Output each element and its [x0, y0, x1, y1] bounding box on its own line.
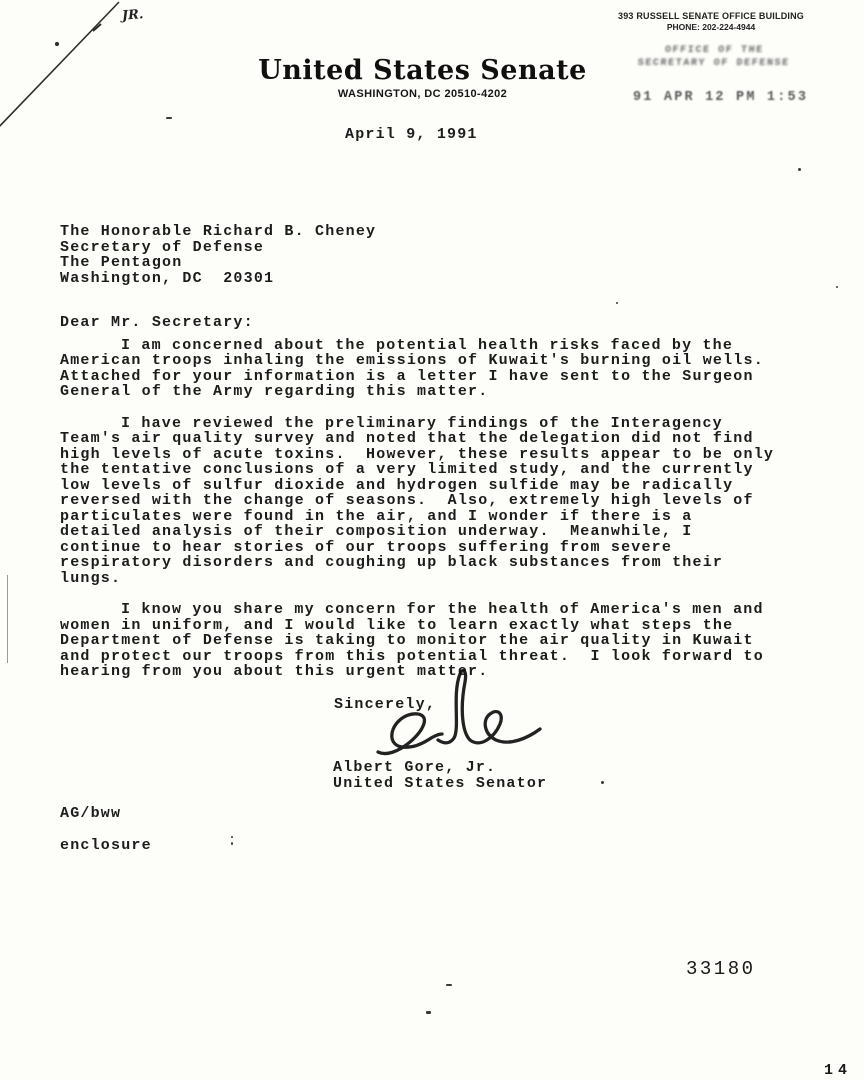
office-building-line: 393 RUSSELL SENATE OFFICE BUILDING: [618, 11, 804, 21]
enclosure-note: enclosure: [60, 837, 152, 854]
senate-title: United States Senate: [258, 55, 587, 86]
scan-edge-line: [7, 575, 8, 663]
handwritten-initials: JR.: [121, 7, 144, 24]
scan-speck: [798, 168, 801, 171]
reference-initials: AG/bww: [60, 805, 122, 822]
signer-title: United States Senator: [333, 775, 548, 792]
signer-name: Albert Gore, Jr.: [333, 759, 497, 776]
closing: Sincerely,: [334, 696, 437, 713]
recipient-title: Secretary of Defense: [60, 238, 265, 256]
body-paragraph-2: I have reviewed the preliminary findings of the Interagency Team's air quality survey and noted that the delegation did not find high levels of acute toxins. However, these results appear to be only the tentative conclusions of a very limited study, and the currently low levels of sulfur dioxide and hydrogen sulfide may be radically reversed with the change of seasons. Also, extremely high levels of particulates were found in the air, and I wonder if there is a detailed analysis of their composition underway. Meanwhile, I continue to hear stories of our troops suffering from severe respiratory disorders and coughing up black substances from their lungs.: [60, 414, 785, 587]
received-stamp-line1: OFFICE OF THE: [664, 45, 765, 56]
body-paragraph-3: I know you share my concern for the health of America's men and women in uniform, and I would like to learn exactly what steps the Department of Defense is taking to monitor the air quality in Kuwait and protect our troops from this potential threat. I look forward to hearing from you about this urgent matter.: [60, 601, 775, 680]
scan-speck: [231, 836, 233, 838]
scan-speck: [836, 286, 838, 288]
received-stamp-line2: SECRETARY OF DEFENSE: [637, 58, 790, 69]
body-paragraph-1: I am concerned about the potential health risks faced by the American troops inhaling the emissions of Kuwait's burning oil wells. Attached for your information is a letter I have sent to the Surgeon General of the Army regarding this matter.: [60, 336, 785, 400]
letterhead-office-block: [606, 11, 816, 32]
recipient-city: Washington, DC 20301: [60, 269, 275, 287]
scan-speck: [426, 1011, 431, 1014]
scan-speck: [446, 984, 452, 986]
scan-fold-line: [0, 0, 135, 140]
received-datetime-stamp: 91 APR 12 PM 1:53: [633, 90, 809, 105]
scan-speck: [601, 781, 604, 784]
scan-speck: [166, 117, 172, 119]
scan-speck: [616, 302, 618, 304]
scan-speck: [231, 842, 233, 845]
letter-date: April 9, 1991: [345, 126, 478, 143]
document-control-number: 33180: [686, 958, 756, 980]
letterhead: [230, 56, 615, 100]
recipient-name: The Honorable Richard B. Cheney: [60, 223, 377, 240]
recipient-address: [60, 224, 778, 286]
senate-address: WASHINGTON, DC 20510-4202: [337, 88, 508, 100]
received-office-stamp: [625, 44, 802, 70]
recipient-org: The Pentagon: [60, 254, 183, 271]
office-phone-line: PHONE: 202-224-4944: [666, 22, 756, 32]
salutation: Dear Mr. Secretary:: [60, 314, 254, 331]
page-corner-number: 14: [824, 1062, 853, 1079]
letter-body: [60, 223, 785, 695]
signature: [372, 666, 547, 768]
